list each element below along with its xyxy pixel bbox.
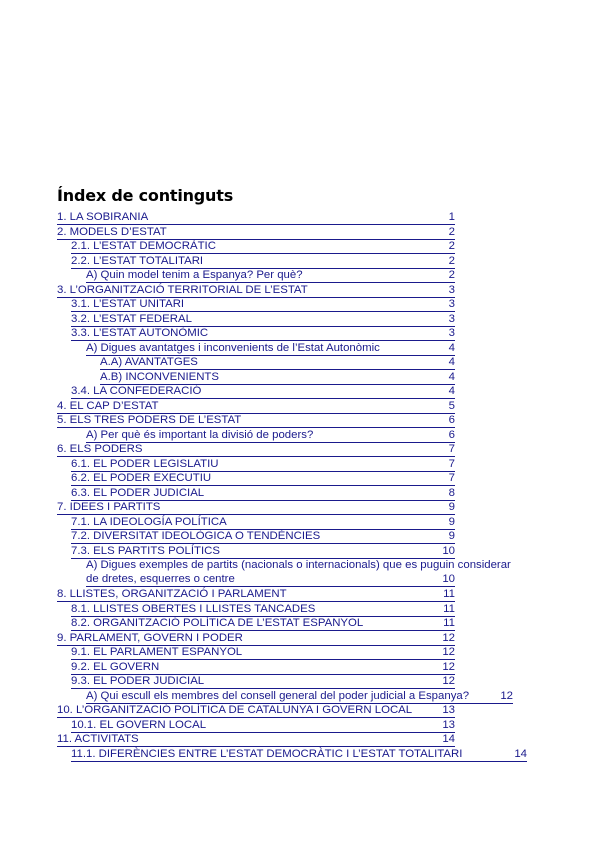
toc-entry-6-1[interactable] — [71, 458, 455, 472]
toc-entry-label: 9.2. EL GOVERN — [71, 660, 160, 673]
toc-entry-page: 3 — [448, 298, 455, 310]
toc-entry-6[interactable] — [57, 443, 455, 457]
toc-entry-3-3-a[interactable] — [86, 342, 455, 356]
toc-entry-page: 2 — [448, 254, 455, 267]
toc-entry-3-4[interactable] — [71, 385, 455, 399]
toc-entry-3-3-aa[interactable] — [100, 356, 455, 370]
toc-entry-page: 10 — [442, 544, 455, 557]
toc-entry-page: 6 — [448, 414, 455, 426]
toc-entry-page: 2 — [448, 269, 455, 281]
toc-entry-label: 10.1. EL GOVERN LOCAL — [71, 718, 207, 731]
toc-entry-page: 4 — [448, 341, 455, 354]
toc-entry-7-2[interactable] — [71, 530, 455, 544]
toc-entry-5[interactable] — [57, 414, 455, 428]
toc-entry-3-1[interactable] — [71, 298, 455, 312]
toc-entry-page: 12 — [442, 675, 455, 687]
toc-entry-label: 6.3. EL PODER JUDICIAL — [71, 486, 205, 499]
toc-entry-page: 2 — [448, 225, 455, 238]
toc-entry-page: 12 — [500, 689, 513, 702]
toc-entry-page: 4 — [448, 370, 455, 383]
toc-entry-9[interactable] — [57, 632, 455, 646]
toc-entry-1[interactable] — [57, 211, 455, 225]
toc-heading: Índex de continguts — [57, 186, 234, 205]
toc-entry-label: 7.2. DIVERSITAT IDEOLÒGICA O TENDÈNCIES — [71, 530, 321, 542]
toc-entry-label: 5. ELS TRES PODERS DE L’ESTAT — [57, 414, 242, 426]
toc-entry-label: A) Quin model tenim a Espanya? Per què? — [86, 269, 303, 281]
toc-entry-page: 7 — [448, 472, 455, 484]
toc-entry-label: 8. LLISTES, ORGANITZACIÓ I PARLAMENT — [57, 588, 287, 600]
toc-entry-label: A) Digues avantatges i inconvenients de l’Estat Autonòmic — [86, 341, 380, 354]
toc-entry-2-2[interactable] — [71, 255, 455, 269]
toc-entry-label: 3. L’ORGANITZACIÓ TERRITORIAL DE L’ESTAT — [57, 283, 308, 296]
toc-entry-9-1[interactable] — [71, 646, 455, 660]
toc-entry-label: 2. MODELS D’ESTAT — [57, 225, 167, 238]
toc-entry-page: 4 — [448, 356, 455, 368]
toc-entry-2-a[interactable] — [86, 269, 455, 283]
toc-entry-label: 2.2. L’ESTAT TOTALITARI — [71, 254, 204, 267]
toc-entry-page: 3 — [448, 283, 455, 296]
toc-entry-3-3-ab[interactable] — [100, 371, 455, 385]
toc-entry-label: 11. ACTIVITATS — [57, 733, 139, 745]
toc-entry-page: 3 — [448, 312, 455, 325]
toc-entry-label: 7. IDEES I PARTITS — [57, 501, 161, 513]
toc-entry-label: 11.1. DIFERÈNCIES ENTRE L’ESTAT DEMOCRÀTIC I L’ESTAT TOTALITARI — [71, 747, 463, 760]
toc-entry-label: 6.1. EL PODER LEGISLATIU — [71, 457, 219, 470]
toc-entry-page: 9 — [448, 501, 455, 513]
toc-entry-9-3[interactable] — [71, 675, 455, 689]
toc-entry-page: 11 — [443, 588, 455, 600]
toc-entry-label: 8.2. ORGANITZACIÓ POLÍTICA DE L’ESTAT ESPANYOL — [71, 617, 364, 629]
toc-entry-6-3[interactable] — [71, 487, 455, 501]
toc-entry-3-3[interactable] — [71, 327, 455, 341]
toc-entry-label: 2.1. L’ESTAT DEMOCRÀTIC — [71, 240, 216, 252]
toc-entry-label: 7.1. LA IDEOLOGÍA POLÍTICA — [71, 515, 227, 528]
toc-entry-11-1[interactable] — [71, 748, 527, 762]
toc-entry-label: 10. L’ORGANITZACIÓ POLÍTICA DE CATALUNYA I GOVERN LOCAL — [57, 704, 413, 716]
toc-entry-6-2[interactable] — [71, 472, 455, 486]
toc-entry-label: 9.3. EL PODER JUDICIAL — [71, 675, 205, 687]
toc-entry-label: 3.2. L’ESTAT FEDERAL — [71, 312, 192, 325]
toc-entry-8-2[interactable] — [71, 617, 455, 631]
toc-entry-8-1[interactable] — [71, 603, 455, 617]
toc-entry-8[interactable] — [57, 588, 455, 602]
toc-entry-7-1[interactable] — [71, 516, 455, 530]
toc-entry-2-1[interactable] — [71, 240, 455, 254]
toc-entry-page: 2 — [448, 240, 455, 252]
toc-entry-page: 10 — [442, 573, 455, 585]
toc-entry-label: 9.1. EL PARLAMENT ESPANYOL — [71, 646, 243, 658]
toc-entry-page: 9 — [448, 515, 455, 528]
toc-entry-page: 14 — [514, 747, 527, 760]
toc-entry-label: 3.3. L’ESTAT AUTONÒMIC — [71, 327, 209, 339]
toc-entry-page: 12 — [442, 646, 455, 658]
toc-entry-label: 8.1. LLISTES OBERTES I LLISTES TANCADES — [71, 602, 316, 615]
toc-entry-page: 7 — [448, 443, 455, 455]
toc-entry-page: 6 — [448, 428, 455, 441]
toc-entry-11[interactable] — [57, 733, 455, 747]
toc-entry-label: 3.1. L’ESTAT UNITARI — [71, 298, 185, 310]
toc-entry-7-3-a[interactable] — [86, 559, 511, 587]
toc-entry-page: 5 — [448, 399, 455, 412]
toc-entry-10-1[interactable] — [71, 719, 455, 733]
toc-entry-9-3-a[interactable] — [86, 690, 513, 704]
toc-entry-label: 9. PARLAMENT, GOVERN I PODER — [57, 631, 243, 644]
toc-entry-label: 4. EL CAP D’ESTAT — [57, 399, 159, 412]
toc-entry-page: 11 — [443, 602, 455, 615]
toc-entry-label: A.B) INCONVENIENTS — [100, 370, 219, 383]
toc-entry-3[interactable] — [57, 284, 455, 298]
toc-entry-label: A) Per què és important la divisió de poders? — [86, 428, 314, 441]
toc-entry-label: 3.4. LA CONFEDERACIÓ — [71, 385, 202, 397]
toc-entry-label: 1. LA SOBIRANIA — [57, 211, 149, 223]
toc-entry-9-2[interactable] — [71, 661, 455, 675]
toc-entry-5-a[interactable] — [86, 429, 455, 443]
toc-entry-label: A) Digues exemples de partits (nacionals o internacionals) que es puguin considerar — [86, 559, 511, 571]
toc-entry-page: 14 — [442, 733, 455, 745]
toc-entry-3-2[interactable] — [71, 313, 455, 327]
toc-entry-10[interactable] — [57, 704, 455, 718]
toc-entry-4[interactable] — [57, 400, 455, 414]
toc-entry-label: A) Qui escull els membres del consell general del poder judicial a Espanya? — [86, 689, 470, 702]
toc-entry-page: 12 — [442, 631, 455, 644]
toc-entry-label-cont: de dretes, esquerres o centre — [86, 573, 235, 585]
toc-entry-page: 7 — [448, 457, 455, 470]
toc-entry-page: 3 — [448, 327, 455, 339]
toc-entry-page: 13 — [442, 704, 455, 716]
toc-entry-page: 13 — [442, 718, 455, 731]
toc-entry-page: 8 — [448, 486, 455, 499]
toc-entry-2[interactable] — [57, 226, 455, 240]
toc-entry-page: 12 — [442, 660, 455, 673]
toc-entry-page: 9 — [448, 530, 455, 542]
toc-entry-label: 6. ELS PODERS — [57, 443, 143, 455]
toc-entry-label: 6.2. EL PODER EXECUTIU — [71, 472, 212, 484]
toc-entry-7-3[interactable] — [71, 545, 455, 559]
toc-entry-page: 11 — [443, 617, 455, 629]
toc-entry-page: 1 — [448, 211, 455, 223]
toc-entry-page: 4 — [448, 385, 455, 397]
toc-entry-7[interactable] — [57, 501, 455, 515]
toc-entry-label: A.A) AVANTATGES — [100, 356, 198, 368]
toc-entry-label: 7.3. ELS PARTITS POLÍTICS — [71, 544, 220, 557]
